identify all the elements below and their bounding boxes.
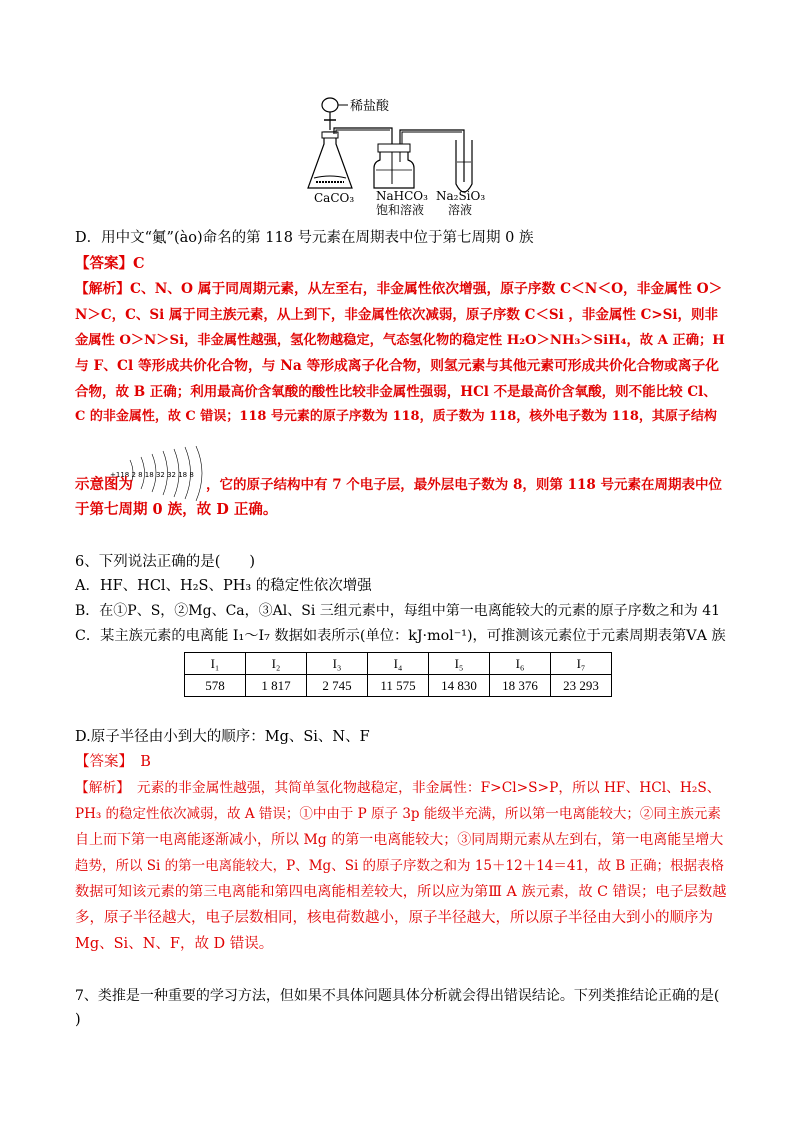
table-header-cell: I₆ bbox=[490, 653, 551, 675]
table-row bbox=[185, 675, 612, 697]
q6-analysis-line-5: 数据可知该元素的第三电离能和第四电离能相差较大，所以应为第Ⅲ A 族元素，故 C 错误；电子层数越 bbox=[75, 884, 727, 900]
q7-stem-line-2: ) bbox=[75, 1012, 81, 1028]
q5-option-d: D．用中文“鿫”(ào)命名的第 118 号元素在周期表中位于第七周期 0 族 bbox=[75, 230, 534, 246]
table-cell: 18 376 bbox=[490, 675, 551, 697]
q6-analysis-line-6: 多，原子半径越大，电子层数相同，核电荷数越小，原子半径越大，所以原子半径由大到小的顺序为 bbox=[75, 910, 713, 926]
q5-answer: 【答案】C bbox=[75, 255, 145, 272]
q5-analysis-line-1: 【解析】C、N、O 属于同周期元素，从左至右，非金属性依次增强，原子序数 C＜N＜O，非金属性 O＞ bbox=[75, 281, 723, 297]
table-header-cell: I₇ bbox=[551, 653, 612, 675]
table-cell: 11 575 bbox=[368, 675, 429, 697]
table-header-cell: I₁ bbox=[185, 653, 246, 675]
flask-label: CaCO₃ bbox=[314, 191, 355, 205]
table-cell: 14 830 bbox=[429, 675, 490, 697]
apparatus-diagram bbox=[300, 92, 520, 222]
q5-analysis-line-4: 与 F、Cl 等形成共价化合物，与 Na 等形成离子化合物，则氢元素与其他元素可形成共价化合物或离子化 bbox=[75, 358, 720, 374]
atom-structure-label: +118 2 8 18 32 32 18 8 bbox=[110, 471, 194, 479]
q6-option-c: C．某主族元素的电离能 I₁～I₇ 数据如表所示(单位：kJ·mol⁻¹)，可推测该元素位于元素周期表第ⅤA 族 bbox=[75, 628, 726, 644]
tube-label-2: 溶液 bbox=[448, 203, 473, 217]
ionization-energy-table bbox=[184, 652, 612, 697]
q5-analysis-line-7b: ，它的原子结构中有 7 个电子层，最外层电子数为 8，则第 118 号元素在周期表中位 bbox=[206, 477, 722, 493]
q6-analysis-line-2: PH₃ 的稳定性依次减弱，故 A 错误；①中由于 P 原子 3p 能级半充满，所以第一电离能较大；②同主族元素 bbox=[75, 806, 721, 822]
q6-analysis-line-4: 趋势，所以 Si 的第一电离能较大，P、Mg、Si 的原子序数之和为 15＋12＋14＝41，故 B 正确；根据表格 bbox=[75, 858, 725, 874]
q6-answer: 【答案】 B bbox=[75, 754, 151, 770]
table-cell: 1 817 bbox=[246, 675, 307, 697]
q7-stem-line-1: 7、类推是一种重要的学习方法，但如果不具体问题具体分析就会得出错误结论。下列类推结论正确的是( bbox=[75, 988, 720, 1004]
q6-option-b: B．在①P、S，②Mg、Ca，③Al、Si 三组元素中，每组中第一电离能较大的元素的原子序数之和为 41 bbox=[75, 603, 721, 619]
bottle-label-1: NaHCO₃ bbox=[376, 189, 428, 203]
q6-option-d: D.原子半径由小到大的顺序：Mg、Si、N、F bbox=[75, 729, 370, 745]
q5-analysis-line-8: 于第七周期 0 族，故 D 正确。 bbox=[75, 501, 278, 518]
q6-analysis-line-3: 自上而下第一电离能逐渐减小，所以 Mg 的第一电离能较大；③同周期元素从左到右，第一电离能呈增大 bbox=[75, 832, 724, 848]
q6-option-a: A．HF、HCl、H₂S、PH₃ 的稳定性依次增强 bbox=[75, 578, 372, 594]
q6-stem: 6、下列说法正确的是( ) bbox=[75, 554, 256, 570]
q5-analysis-line-7a: 示意图为 bbox=[75, 476, 133, 493]
q6-analysis-line-7: Mg、Si、N、F，故 D 错误。 bbox=[75, 936, 274, 952]
q5-analysis-line-6: C 的非金属性，故 C 错误；118 号元素的原子序数为 118，质子数为 118，核外电子数为 118，其原子结构 bbox=[75, 409, 717, 424]
q6-analysis-line-1: 【解析】 元素的非金属性越强，其简单氢化物越稳定，非金属性：F>Cl>S>P，所以 HF、HCl、H₂S、 bbox=[75, 780, 721, 796]
q5-analysis-line-5: 合物，故 B 正确；利用最高价含氧酸的酸性比较非金属性强弱，HCl 不是最高价含氧酸，则不能比较 Cl、 bbox=[75, 384, 717, 400]
bottle-label-2: 饱和溶液 bbox=[376, 203, 425, 217]
table-header-cell: I₃ bbox=[307, 653, 368, 675]
table-header-cell: I₂ bbox=[246, 653, 307, 675]
table-cell: 23 293 bbox=[551, 675, 612, 697]
table-header-row bbox=[185, 653, 612, 675]
table-header-cell: I₅ bbox=[429, 653, 490, 675]
table-cell: 578 bbox=[185, 675, 246, 697]
tube-label-1: Na₂SiO₃ bbox=[436, 189, 486, 203]
acid-label: 稀盐酸 bbox=[350, 99, 390, 114]
q5-analysis-line-3: 金属性 O＞N＞Si，非金属性越强，氢化物越稳定，气态氢化物的稳定性 H₂O＞NH₃＞SiH₄，故 A 正确；H bbox=[75, 333, 725, 348]
q5-analysis-line-2: N＞C，C、Si 属于同主族元素，从上到下，非金属性依次减弱，原子序数 C＜Si ，非金属性 C>Si，则非 bbox=[75, 307, 719, 323]
table-header-cell: I₄ bbox=[368, 653, 429, 675]
table-cell: 2 745 bbox=[307, 675, 368, 697]
